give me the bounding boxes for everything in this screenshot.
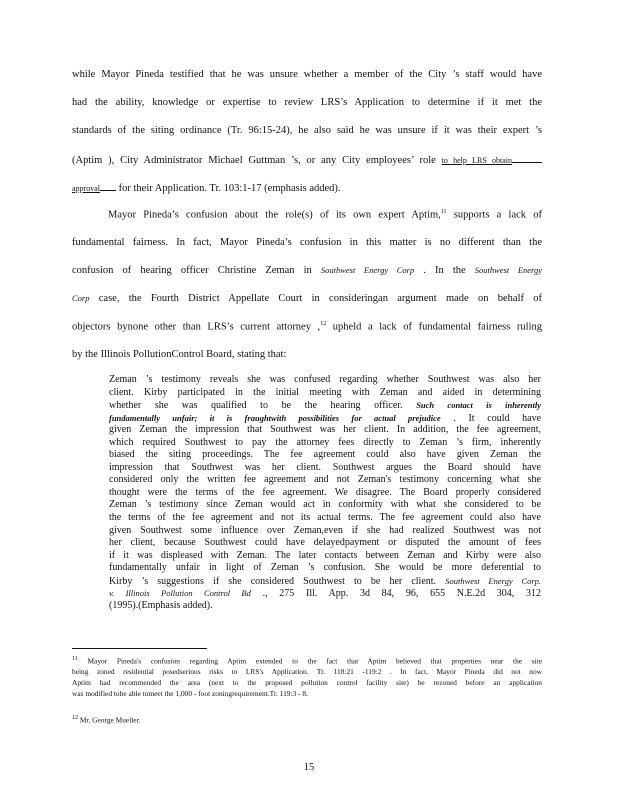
underlined-text: approval xyxy=(72,184,100,193)
underline-blank xyxy=(100,181,116,191)
footnote-ref[interactable]: 11 xyxy=(440,209,447,215)
body-text-line: by the Illinois PollutionControl Board, stating that: xyxy=(72,349,287,360)
footnote-line xyxy=(72,654,542,666)
body-text: . In the xyxy=(423,265,466,276)
quote-line: given Zeman the impression that Southwest was her client. In addition, the fee agreement, xyxy=(109,424,541,436)
footnote-text: Mr. George Mueller. xyxy=(79,715,141,725)
quote-line: which required Southwest to pay the attorney fees directly to Zeman ’s firm, inherently xyxy=(109,436,541,448)
body-text-line: standards of the siting ordinance (Tr. 96:15-24), he also said he was unsure if it was their expert ’s xyxy=(72,125,542,136)
page-number: 15 xyxy=(303,762,315,773)
emphasized-text: fundamentally unfair; it is fraughtwith possibilities for actual prejudice xyxy=(109,412,441,423)
case-citation: Corp xyxy=(72,293,90,303)
body-text-line: while Mayor Pineda testified that he was unsure whether a member of the City ’s staff would have xyxy=(72,69,542,80)
underlined-text: to help LRS obtain xyxy=(441,156,512,165)
footnote-line: was modified tobe able tomeet the 1,000 - foot zoningrequirement.Tr. 119:3 - 8. xyxy=(72,689,308,699)
body-text: upheld a lack of fundamental fairness ruling xyxy=(332,321,542,333)
body-text-line xyxy=(72,153,542,166)
case-citation: v. Illinois Pollution Control Bd xyxy=(109,588,251,599)
quote-line: Zeman ’s testimony since Zeman would act in conformity with what she considered to be xyxy=(109,499,541,511)
case-citation: Southwest Energy xyxy=(474,265,543,275)
quote-text: ., 275 Ill. App. 3d 84, 96, 655 N.E.2d 304, 312 xyxy=(262,588,542,600)
body-text: objectors bynone other than LRS’s current attorney , xyxy=(72,321,321,333)
case-citation: Southwest Energy Corp xyxy=(320,265,415,275)
footnote-text: Mayor Pineda's confusion regarding Aptim extended to the fact that Aptim believed that properties near the site xyxy=(87,656,542,666)
footnote-mark: 11 xyxy=(72,656,78,662)
body-text-line: fundamental fairness. In fact, Mayor Pineda’s confusion in this matter is no different than the xyxy=(72,237,542,248)
quote-line xyxy=(109,412,541,425)
quote-line: her client, because Southwest could have delayedpayment or disputed the amount of fees xyxy=(109,537,541,549)
footnote-line: being zoned residential posedserious risks to LRS's Application. Tr. 118:21 -119:2 . In fact, Mayor Pineda did not now xyxy=(72,667,542,677)
quote-line: considered only the written fee agreement and not Zeman's testimony concerning what she xyxy=(109,474,541,486)
body-text-line xyxy=(108,209,542,221)
body-text: case, the Fourth District Appellate Court in consideringan argument made on behalf of xyxy=(98,293,543,304)
quote-line: if it was displeased with Zeman. The later contacts between Zeman and Kirby were also xyxy=(109,549,541,561)
quote-line: Zeman ’s testimony reveals she was confused regarding whether Southwest was also her xyxy=(109,374,541,385)
footnote-line xyxy=(72,713,542,725)
quote-line: fundamentally unfair in light of Zeman ’s confusion. She would be more deferential to xyxy=(109,562,541,574)
body-text: Mayor Pineda’s confusion about the role(s) of its own expert Aptim, xyxy=(108,209,441,221)
body-text-line xyxy=(72,321,542,333)
footnote-divider xyxy=(72,648,207,649)
body-text-line xyxy=(72,181,542,194)
quote-line xyxy=(109,587,541,600)
body-text: for their Application. Tr. 103:1-17 (emphasis added). xyxy=(118,183,341,194)
body-text: supports a lack of xyxy=(453,209,543,221)
footnote-mark: 12 xyxy=(72,715,78,721)
case-citation: Southwest Energy Corp. xyxy=(445,575,542,586)
underline-blank xyxy=(512,153,542,163)
footnote-ref[interactable]: 12 xyxy=(320,321,327,327)
body-text-line xyxy=(72,293,542,304)
body-text: confusion of hearing officer Christine Zeman in xyxy=(72,265,312,276)
quote-line: impression that Southwest was her client. Southwest argues the Board should have xyxy=(109,461,541,473)
quote-line: the terms of the fee agreement and not its actual terms. The fee agreement could also have xyxy=(109,512,541,524)
quote-line xyxy=(109,399,541,412)
body-text-line: had the ability, knowledge or expertise to review LRS’s Application to determine if it met the xyxy=(72,97,542,108)
quote-text: . It could have xyxy=(453,412,542,424)
quote-text: whether she was qualified to be the hearing officer. xyxy=(109,400,403,412)
block-quote xyxy=(109,374,541,612)
quote-text: Kirby ’s suggestions if she considered Southwest to be her client. xyxy=(109,575,437,587)
footnote-12 xyxy=(72,713,542,725)
quote-line: client. Kirby participated in the initial meeting with Zeman and aided in determining xyxy=(109,386,541,398)
footnote-11 xyxy=(72,654,542,699)
quote-line: biased the siting proceedings. The fee agreement could also have given Zeman the xyxy=(109,449,541,461)
quote-line xyxy=(109,575,541,588)
body-text: (Aptim ), City Administrator Michael Guttman ’s, or any City employees’ role xyxy=(72,155,436,166)
quote-line: given Southwest some influence over Zeman,even if she had realized Southwest was not xyxy=(109,524,541,536)
emphasized-text: Such contact is inherently xyxy=(416,400,542,411)
quote-line: (1995).(Emphasis added). xyxy=(109,599,213,611)
footnote-line: Aptim had recommended the area (next to the proposed pollution control facility site) be rezoned before an application xyxy=(72,678,542,688)
body-text-line xyxy=(72,265,542,276)
quote-line: thought were the terms of the fee agreement. We disagree. The Board properly considered xyxy=(109,486,541,498)
